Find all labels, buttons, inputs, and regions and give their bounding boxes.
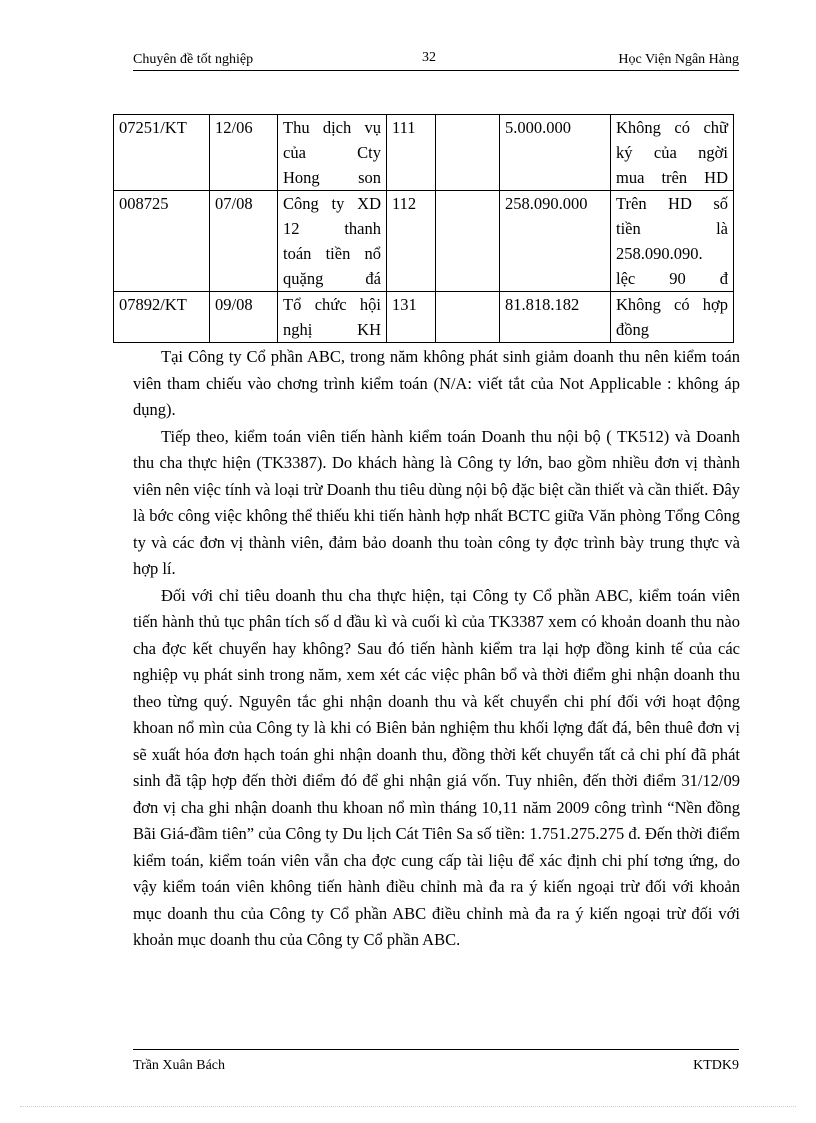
paragraph: Đối với chỉ tiêu doanh thu cha thực hiện, tại Công ty Cổ phần ABC, kiểm toán viên tiến hành thủ tục phân tích số d đầu kì và cuối kì của TK3387 xem có khoản doanh thu nào cha đợc kết chuyển hay không? Sau đó tiến hành kiểm tra lại hợp đồng kinh tế của các nghiệp vụ phát sinh trong năm, xem xét các việc phân bổ và thời điểm ghi nhận doanh thu theo từng quý. Nguyên tắc ghi nhận doanh thu và kết chuyển chi phí đối với hoạt động khoan nổ mìn của Công ty là khi có Biên bản nghiệm thu khối lợng đất đá, bên thuê đơn vị sẽ xuất hóa đơn hạch toán ghi nhận doanh thu, đồng thời kết chuyển tất cả chi phí đã phát sinh đã tập hợp đến thời điểm đó để ghi nhận giá vốn. Tuy nhiên, đến thời điểm 31/12/09 đơn vị cha ghi nhận doanh thu khoan nổ mìn tháng 10,11 năm 2009 công trình “Nền đồng Bãi Giá-đầm tiên” của Công ty Du lịch Cát Tiên Sa số tiền: 1.751.275.275 đ. Đến thời điểm kiểm toán, kiểm toán viên vẫn cha đợc cung cấp tài liệu để xác định chi phí tơng ứng, do vậy kiểm toán viên không tiến hành điều chỉnh mà đa ra ý kiến ngoại trừ đối với khoản mục doanh thu của Công ty Cổ phần ABC điều chỉnh mà đa ra ý kiến ngoại trừ đối với khoản mục doanh thu của Công ty Cổ phần ABC. <box>133 585 740 949</box>
cell-line: tiền là <box>616 219 728 238</box>
cell-line: Hong son <box>283 168 381 187</box>
table-cell-empty <box>436 115 500 191</box>
table-cell-account: 112 <box>387 191 436 292</box>
table-cell-amount: 258.090.000 <box>500 191 611 292</box>
cell-line: của Cty <box>283 143 381 162</box>
table-row <box>114 115 734 191</box>
body-text <box>133 344 740 954</box>
table-cell-date: 12/06 <box>210 115 278 191</box>
table-cell-note <box>611 115 734 191</box>
table-row <box>114 191 734 292</box>
footer-author: Trần Xuân Bách <box>133 1058 226 1073</box>
cell-line: 258.090.090. <box>616 244 703 263</box>
table-cell-note <box>611 191 734 292</box>
cell-line: đồng <box>616 320 649 339</box>
cell-line: lệc 90 đ <box>616 269 728 288</box>
table-cell-description <box>278 115 387 191</box>
cell-line: toán tiền nổ <box>283 244 381 263</box>
table-cell-date: 09/08 <box>210 292 278 343</box>
page-header <box>133 50 739 71</box>
header-document-title: Chuyên đề tốt nghiệp <box>133 52 254 67</box>
audit-exceptions-table <box>113 114 734 343</box>
paragraph: Tiếp theo, kiểm toán viên tiến hành kiểm toán Doanh thu nội bộ ( TK512) và Doanh thu cha thực hiện (TK3387). Do khách hàng là Công ty lớn, bao gồm nhiều đơn vị thành viên nên việc tính và loại trừ Doanh thu tiêu dùng nội bộ đặc biệt cần thiết và cần thiết. Đây là bớc công việc không thể thiếu khi tiến hành hợp nhất BCTC giữa Văn phòng Tổng Công ty và các đơn vị thành viên, đảm bảo doanh thu toàn công ty đợc trình bày trung thực và hợp lí. <box>133 426 740 578</box>
cell-line: Thu dịch vụ <box>283 118 381 137</box>
cell-line: mua trên HD <box>616 168 728 187</box>
table-cell-description <box>278 292 387 343</box>
table-cell-amount: 81.818.182 <box>500 292 611 343</box>
paragraph: Tại Công ty Cổ phần ABC, trong năm không phát sinh giảm doanh thu nên kiểm toán viên tham chiếu vào chơng trình kiểm toán (N/A: viết tắt của Not Applicable : không áp dụng). <box>133 347 740 419</box>
cell-line: quặng đá <box>283 269 381 288</box>
header-institution: Học Viện Ngân Hàng <box>618 52 739 67</box>
cell-line: Trên HD số <box>616 194 728 213</box>
table-cell-account: 131 <box>387 292 436 343</box>
footer-class-code: KTDK9 <box>693 1058 739 1073</box>
cell-line: nghị KH <box>283 320 381 339</box>
table-cell-empty <box>436 191 500 292</box>
cell-line: Không có chữ <box>616 118 728 137</box>
table-cell-amount: 5.000.000 <box>500 115 611 191</box>
table-cell-empty <box>436 292 500 343</box>
cell-line: ký của ngời <box>616 143 728 162</box>
cell-line: Không có hợp <box>616 295 728 314</box>
table-cell-date: 07/08 <box>210 191 278 292</box>
table-cell-voucher: 07251/KT <box>114 115 210 191</box>
table-cell-voucher: 008725 <box>114 191 210 292</box>
cell-line: 12 thanh <box>283 219 381 238</box>
table-cell-voucher: 07892/KT <box>114 292 210 343</box>
cell-line: Tổ chức hội <box>283 295 381 314</box>
page-bottom-dotted-rule <box>20 1106 796 1107</box>
table-row <box>114 292 734 343</box>
page-footer <box>133 1049 739 1074</box>
table-cell-account: 111 <box>387 115 436 191</box>
header-page-number: 32 <box>422 50 436 65</box>
cell-line: Công ty XD <box>283 194 381 213</box>
table-cell-description <box>278 191 387 292</box>
table-cell-note <box>611 292 734 343</box>
